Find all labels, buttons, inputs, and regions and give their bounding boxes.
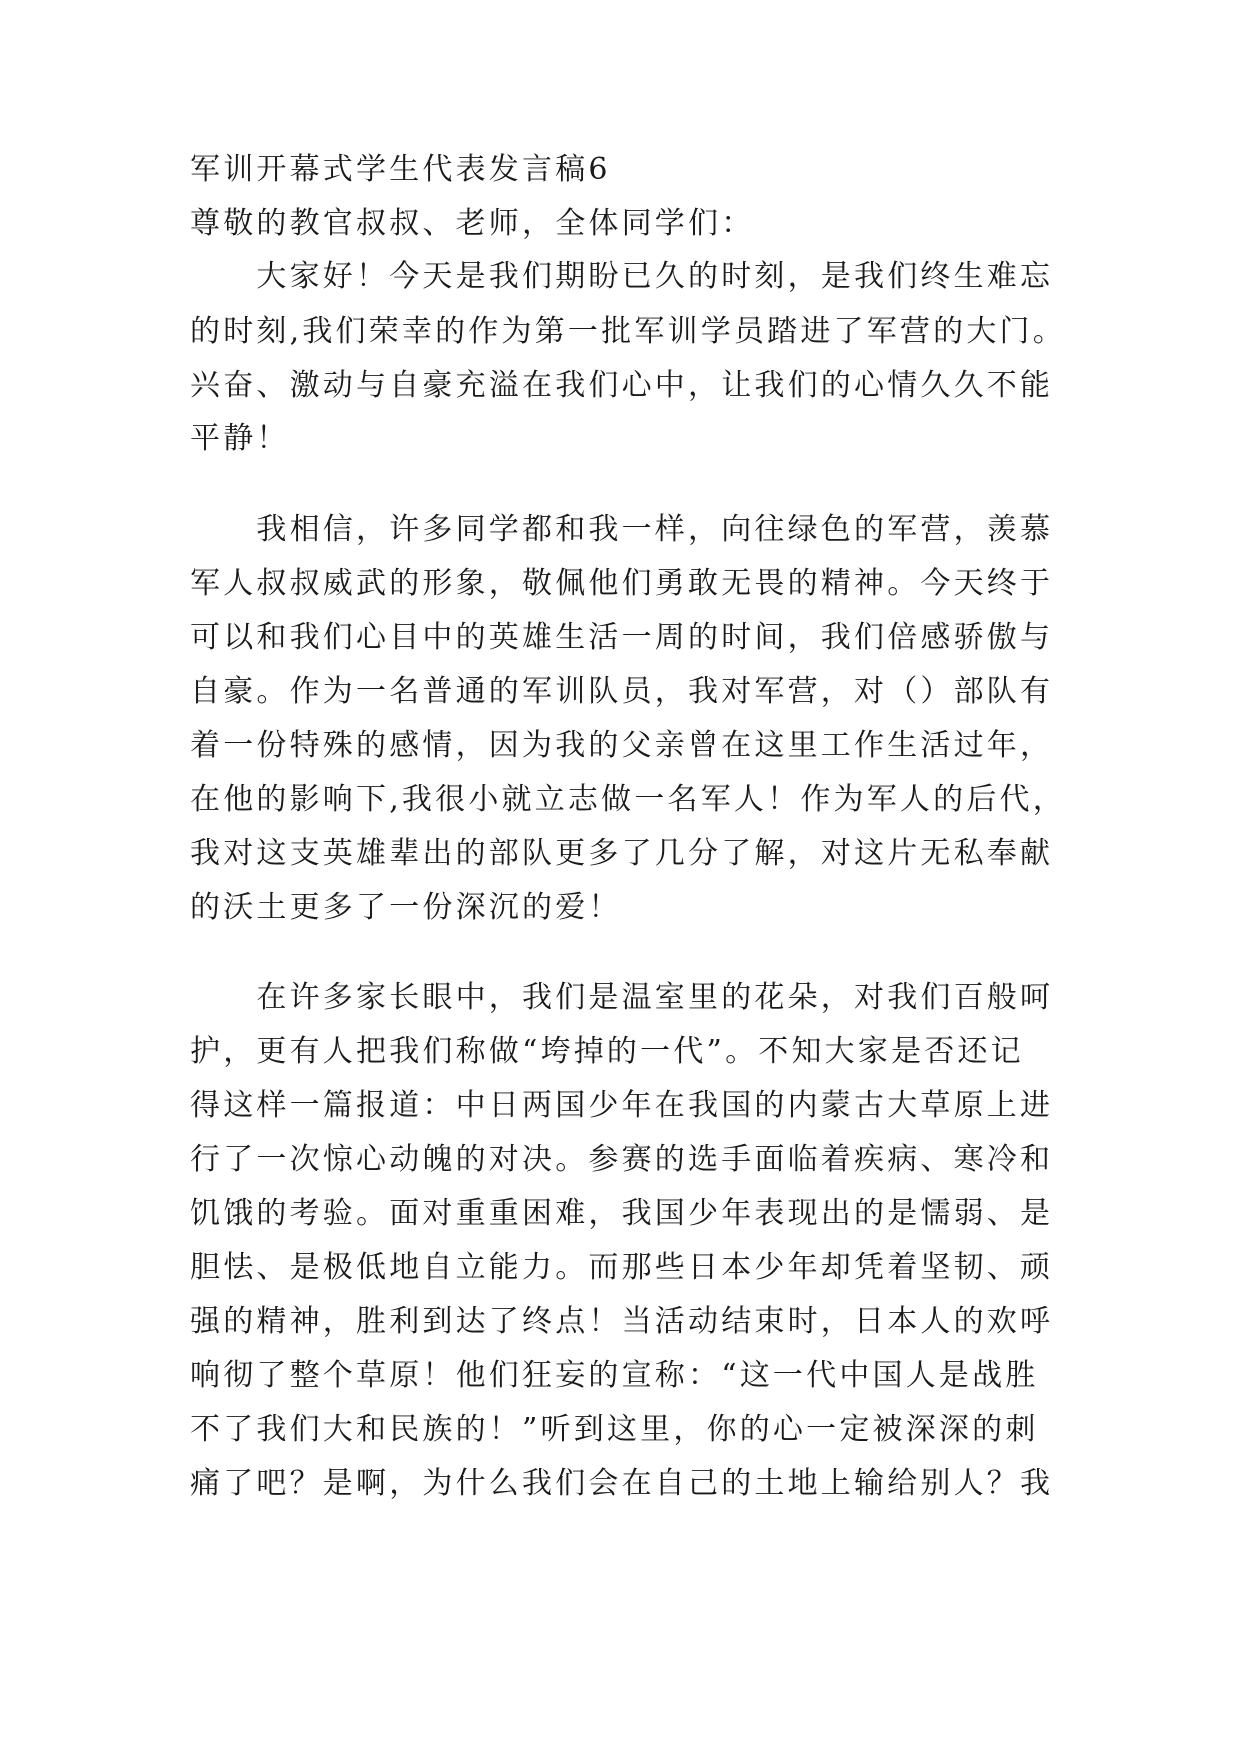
body-line-14: 护，更有人把我们称做“垮掉的一代”。不知大家是否还记 (190, 1034, 1024, 1069)
body-line-11: 我对这支英雄辈出的部队更多了几分了解，对这片无私奉献 (190, 836, 1054, 871)
body-line-22: 痛了吧？是啊，为什么我们会在自己的土地上输给别人？我 (190, 1466, 1054, 1501)
body-line-7: 可以和我们心目中的英雄生活一周的时间，我们倍感骄傲与 (190, 620, 1054, 655)
body-line-3: 兴奋、激动与自豪充溢在我们心中，让我们的心情久久不能 (190, 368, 1054, 403)
body-line-4: 平静！ (190, 421, 290, 456)
body-line-9: 着一份特殊的感情，因为我的父亲曾在这里工作生活过年， (190, 728, 1054, 763)
body-line-10: 在他的影响下,我很小就立志做一名军人！作为军人的后代， (190, 782, 1066, 817)
body-line-16: 行了一次惊心动魄的对决。参赛的选手面临着疾病、寒冷和 (190, 1142, 1054, 1177)
body-line-13: 在许多家长眼中，我们是温室里的花朵，对我们百般呵 (190, 980, 1054, 1015)
document-title: 军训开幕式学生代表发言稿6 (190, 152, 611, 187)
body-line-17: 饥饿的考验。面对重重困难，我国少年表现出的是懦弱、是 (190, 1196, 1054, 1231)
body-line-1: 大家好！今天是我们期盼已久的时刻，是我们终生难忘 (190, 259, 1054, 294)
body-line-5: 我相信，许多同学都和我一样，向往绿色的军营，羡慕 (190, 512, 1054, 547)
body-line-15: 得这样一篇报道：中日两国少年在我国的内蒙古大草原上进 (190, 1088, 1054, 1123)
body-line-6: 军人叔叔威武的形象，敬佩他们勇敢无畏的精神。今天终于 (190, 566, 1054, 601)
body-line-2: 的时刻,我们荣幸的作为第一批军训学员踏进了军营的大门。 (190, 314, 1066, 349)
body-line-18: 胆怯、是极低地自立能力。而那些日本少年却凭着坚韧、顽 (190, 1250, 1054, 1285)
body-line-12: 的沃土更多了一份深沉的爱！ (190, 890, 622, 925)
body-line-19: 强的精神，胜利到达了终点！当活动结束时，日本人的欢呼 (190, 1304, 1054, 1339)
body-line-21: 不了我们大和民族的！”听到这里，你的心一定被深深的刺 (190, 1412, 1039, 1447)
body-line-20: 响彻了整个草原！他们狂妄的宣称：“这一代中国人是战胜 (190, 1358, 1039, 1393)
salutation: 尊敬的教官叔叔、老师，全体同学们： (190, 206, 755, 241)
body-line-8: 自豪。作为一名普通的军训队员，我对军营，对（）部队有 (190, 674, 1054, 709)
